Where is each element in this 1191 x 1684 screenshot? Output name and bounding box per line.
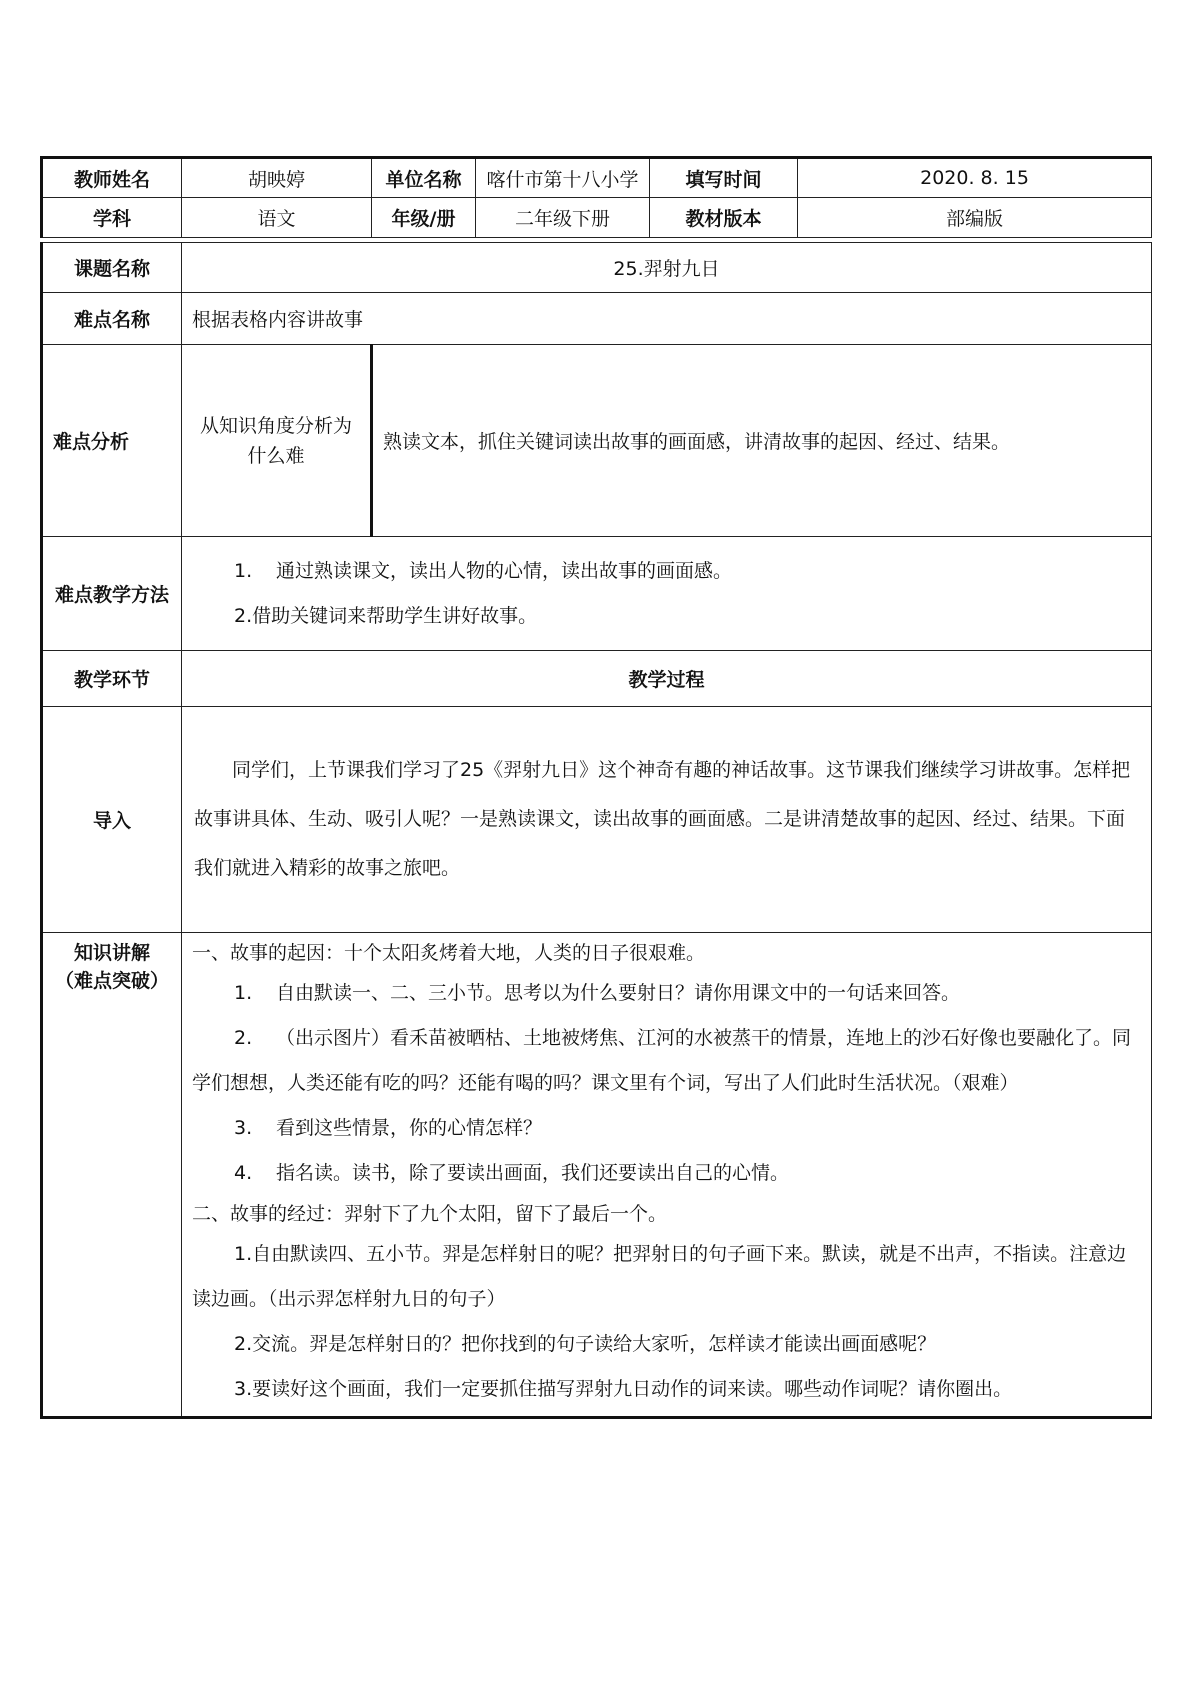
method-item-1-number: 1. bbox=[234, 559, 253, 582]
knowledge-label-line1: 知识讲解 bbox=[73, 942, 150, 964]
fill-time-value: 2020. 8. 15 bbox=[798, 158, 1152, 198]
edition-label: 教材版本 bbox=[650, 198, 798, 238]
edition-value: 部编版 bbox=[798, 198, 1152, 238]
subject-label: 学科 bbox=[42, 198, 182, 238]
section-1-item-1-number: 1. bbox=[234, 982, 253, 1004]
teaching-method-label: 难点教学方法 bbox=[42, 537, 182, 651]
knowledge-content bbox=[182, 933, 1152, 1418]
section-1-item-3-number: 3. bbox=[234, 1117, 253, 1139]
method-item-1 bbox=[192, 549, 1141, 594]
subject-value: 语文 bbox=[182, 198, 372, 238]
section-1-item-4-text: 指名读。读书，除了要读出画面，我们还要读出自己的心情。 bbox=[276, 1162, 790, 1184]
section-2-item-3: 3.要读好这个画面，我们一定要抓住描写羿射九日动作的词来读。哪些动作词呢？请你圈出。 bbox=[234, 1378, 1013, 1400]
difficulty-name-label: 难点名称 bbox=[42, 293, 182, 345]
section-1-item-2-text: （出示图片）看禾苗被晒枯、土地被烤焦、江河的水被蒸干的情景，连地上的沙石好像也要融化了。同学们想想，人类还能有吃的吗？还能有喝的吗？课文里有个词，写出了人们此时生活状况。（艰难） bbox=[192, 1027, 1132, 1094]
grade-label: 年级/册 bbox=[372, 198, 476, 238]
teaching-process-header: 教学过程 bbox=[182, 651, 1152, 707]
topic-value: 25.羿射九日 bbox=[182, 243, 1152, 293]
teacher-name-label: 教师姓名 bbox=[42, 158, 182, 198]
knowledge-label-line2: （难点突破） bbox=[54, 970, 169, 992]
section-2-item-2: 2.交流。羿是怎样射日的？把你找到的句子读给大家听，怎样读才能读出画面感呢？ bbox=[234, 1333, 937, 1355]
section-1-title: 一、故事的起因：十个太阳炙烤着大地，人类的日子很艰难。 bbox=[192, 942, 706, 964]
section-1-item-4-number: 4. bbox=[234, 1162, 253, 1184]
teaching-method-content bbox=[182, 537, 1152, 651]
difficulty-name-value: 根据表格内容讲故事 bbox=[182, 293, 1152, 345]
unit-name-label: 单位名称 bbox=[372, 158, 476, 198]
knowledge-label bbox=[42, 933, 182, 1418]
teacher-name-value: 胡映婷 bbox=[182, 158, 372, 198]
intro-content bbox=[182, 707, 1152, 933]
intro-text: 同学们，上节课我们学习了25《羿射九日》这个神奇有趣的神话故事。这节课我们继续学习讲故事。怎样把故事讲具体、生动、吸引人呢？一是熟读课文，读出故事的画面感。二是讲清楚故事的起因、经过、结果。下面我们就进入精彩的故事之旅吧。 bbox=[194, 759, 1131, 879]
difficulty-analysis-label: 难点分析 bbox=[42, 345, 182, 537]
section-1-item-3 bbox=[192, 1106, 1141, 1151]
method-item-1-text: 通过熟读课文，读出人物的心情，读出故事的画面感。 bbox=[276, 559, 733, 582]
section-1-item-1 bbox=[192, 971, 1141, 1016]
section-1-item-1-text: 自由默读一、二、三小节。思考以为什么要射日？请你用课文中的一句话来回答。 bbox=[276, 982, 961, 1004]
fill-time-label: 填写时间 bbox=[650, 158, 798, 198]
topic-label: 课题名称 bbox=[42, 243, 182, 293]
unit-name-value: 喀什市第十八小学 bbox=[476, 158, 650, 198]
lesson-plan-document bbox=[40, 156, 1150, 1419]
method-item-2: 2.借助关键词来帮助学生讲好故事。 bbox=[234, 604, 538, 627]
section-1-item-4 bbox=[192, 1151, 1141, 1196]
section-2-title: 二、故事的经过：羿射下了九个太阳，留下了最后一个。 bbox=[192, 1203, 668, 1225]
intro-label: 导入 bbox=[42, 707, 182, 933]
section-2-item-1: 1.自由默读四、五小节。羿是怎样射日的呢？把羿射日的句子画下来。默读，就是不出声，不指读。注意边读边画。（出示羿怎样射九日的句子） bbox=[192, 1243, 1127, 1310]
teaching-stage-header: 教学环节 bbox=[42, 651, 182, 707]
lesson-plan-table bbox=[40, 156, 1152, 1419]
section-1-item-2-number: 2. bbox=[234, 1027, 253, 1049]
section-1-item-3-text: 看到这些情景，你的心情怎样？ bbox=[276, 1117, 543, 1139]
analysis-knowledge-angle-label: 从知识角度分析为什么难 bbox=[182, 345, 372, 537]
grade-value: 二年级下册 bbox=[476, 198, 650, 238]
analysis-value: 熟读文本，抓住关键词读出故事的画面感，讲清故事的起因、经过、结果。 bbox=[372, 345, 1152, 537]
section-1-item-2 bbox=[192, 1016, 1141, 1106]
